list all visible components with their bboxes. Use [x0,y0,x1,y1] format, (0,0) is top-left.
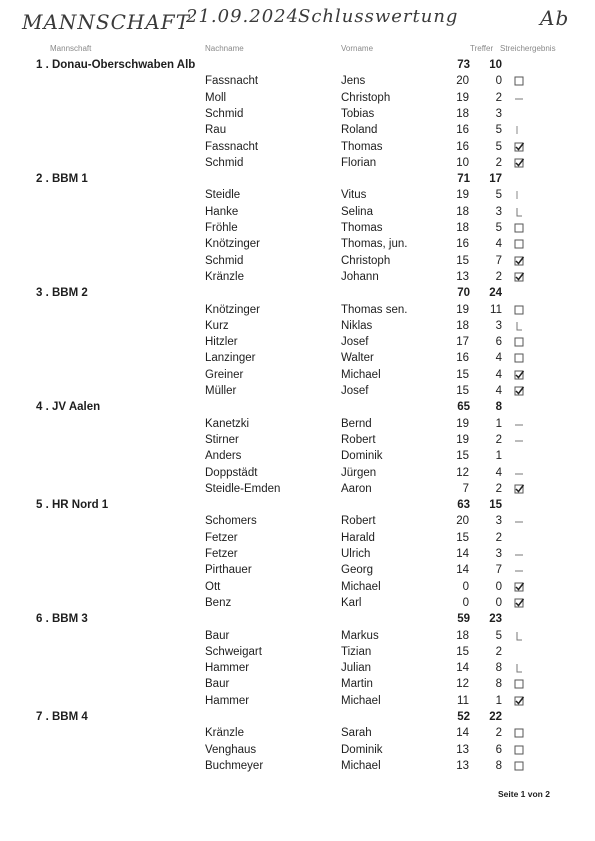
strike-mark-icon [513,532,525,544]
team-strikes: 17 [489,173,502,186]
player-hits: 19 [456,433,469,446]
player-hits: 16 [456,140,469,153]
player-hits: 18 [456,222,469,234]
player-hits: 15 [456,368,469,381]
player-last-name: Knötzinger [205,238,260,251]
player-last-name: Müller [205,385,237,397]
player-row [0,581,595,597]
player-strikes: 5 [495,629,502,642]
team-name: 1 . Donau-Oberschwaben Alb [36,59,196,71]
player-hits: 14 [456,564,469,577]
player-strikes: 4 [495,238,502,251]
strike-mark-icon [513,206,525,218]
player-hits: 0 [462,580,469,593]
player-last-name: Hammer [205,694,250,707]
player-row [0,483,595,499]
player-hits: 17 [456,336,469,349]
player-last-name: Hitzler [205,336,238,349]
player-row [0,255,595,271]
team-hits: 70 [457,287,470,300]
player-strikes: 4 [495,352,502,365]
player-first-name: Josef [341,385,369,397]
strike-mark-icon [513,92,525,104]
strike-mark-icon [513,450,525,462]
player-first-name: Michael [341,368,381,381]
player-strikes: 3 [495,515,502,528]
team-name: 3 . BBM 2 [36,287,88,300]
strike-mark-icon [513,678,525,690]
strike-mark-icon [513,255,525,267]
player-strikes: 2 [495,270,502,283]
player-last-name: Schweigart [205,645,262,658]
player-hits: 14 [456,727,469,740]
team-row [0,499,595,515]
player-strikes: 4 [495,466,502,479]
player-last-name: Hanke [205,205,239,218]
strike-mark-icon [513,646,525,658]
team-row [0,711,595,727]
player-first-name: Michael [341,694,381,707]
strike-mark-icon [513,238,525,250]
team-strikes: 22 [489,711,502,723]
player-first-name: Jens [341,75,366,88]
strike-mark-icon [513,483,525,495]
player-row [0,206,595,222]
player-first-name: Josef [341,336,369,349]
player-row [0,564,595,580]
player-hits: 19 [456,303,469,316]
player-hits: 18 [456,107,469,120]
strike-mark-icon [513,548,525,560]
player-hits: 20 [456,515,469,528]
team-row [0,59,595,75]
player-strikes: 2 [495,433,502,446]
player-strikes: 7 [495,564,502,577]
player-strikes: 7 [495,254,502,267]
player-hits: 10 [456,156,469,169]
team-hits: 59 [457,613,470,626]
player-row [0,678,595,694]
player-hits: 15 [456,385,469,397]
column-header-strikes: Streichergebnis [500,44,556,53]
strike-mark-icon [513,222,525,234]
player-hits: 19 [456,189,469,202]
player-strikes: 2 [495,645,502,658]
player-first-name: Julian [341,662,372,675]
team-name: 4 . JV Aalen [36,401,101,414]
player-first-name: Robert [341,433,376,446]
player-last-name: Fetzer [205,531,238,544]
player-strikes: 3 [495,107,502,120]
player-hits: 15 [456,450,469,463]
strike-mark-icon [513,385,525,397]
page-footer: Seite 1 von 2 [498,789,550,799]
player-hits: 12 [456,466,469,479]
player-last-name: Fassnacht [205,75,259,88]
strike-mark-icon [513,336,525,348]
player-first-name: Jürgen [341,466,377,479]
player-last-name: Baur [205,629,230,642]
player-last-name: Lanzinger [205,352,256,365]
player-strikes: 3 [495,205,502,218]
player-strikes: 2 [495,91,502,104]
player-first-name: Aaron [341,482,372,495]
player-last-name: Anders [205,450,242,463]
player-last-name: Hammer [205,662,250,675]
player-last-name: Knötzinger [205,303,260,316]
player-strikes: 4 [495,368,502,381]
strike-mark-icon [513,744,525,756]
player-strikes: 1 [495,450,502,463]
player-strikes: 5 [495,189,502,202]
player-first-name: Florian [341,156,377,169]
strike-mark-icon [513,124,525,136]
player-row [0,434,595,450]
player-last-name: Pirthauer [205,564,252,577]
team-name: 2 . BBM 1 [36,173,88,186]
player-strikes: 5 [495,124,502,137]
strike-mark-icon [513,189,525,201]
player-row [0,336,595,352]
strike-mark-icon [513,304,525,316]
strike-mark-icon [513,434,525,446]
team-strikes: 23 [489,613,502,626]
player-last-name: Kanetzki [205,417,250,430]
player-hits: 18 [456,629,469,642]
player-last-name: Stirner [205,433,239,446]
team-row [0,173,595,189]
player-row [0,662,595,678]
team-strikes: 10 [489,59,502,71]
player-strikes: 0 [495,580,502,593]
player-row [0,271,595,287]
player-row [0,369,595,385]
player-row [0,238,595,254]
handwritten-subtitle: Schlusswertung [298,6,459,27]
column-header-team: Mannschaft [50,44,92,53]
player-row [0,157,595,173]
player-first-name: Tizian [341,645,372,658]
player-last-name: Benz [205,596,232,609]
player-last-name: Buchmeyer [205,759,264,772]
player-strikes: 6 [495,336,502,349]
player-hits: 16 [456,352,469,365]
player-row [0,515,595,531]
player-row [0,92,595,108]
strike-mark-icon [513,75,525,87]
team-name: 6 . BBM 3 [36,613,88,626]
team-row [0,287,595,303]
player-first-name: Tobias [341,107,375,120]
player-strikes: 3 [495,548,502,560]
player-row [0,532,595,548]
player-hits: 14 [456,548,469,560]
player-hits: 18 [456,319,469,332]
player-first-name: Selina [341,205,373,218]
player-first-name: Vitus [341,189,367,202]
player-hits: 13 [456,270,469,283]
player-last-name: Kränzle [205,270,244,283]
player-hits: 16 [456,238,469,251]
player-hits: 16 [456,124,469,137]
player-strikes: 0 [495,75,502,88]
column-header-last-name: Nachname [205,44,244,53]
team-hits: 63 [457,499,470,512]
player-first-name: Robert [341,515,376,528]
player-strikes: 3 [495,319,502,332]
player-last-name: Schmid [205,107,244,120]
player-first-name: Sarah [341,727,372,740]
team-row [0,401,595,417]
player-strikes: 0 [495,596,502,609]
player-first-name: Christoph [341,254,391,267]
player-first-name: Markus [341,629,379,642]
player-first-name: Thomas sen. [341,303,408,316]
team-hits: 73 [457,59,470,71]
player-row [0,141,595,157]
player-last-name: Kurz [205,319,229,332]
player-last-name: Fassnacht [205,140,259,153]
player-last-name: Fetzer [205,548,238,560]
player-strikes: 5 [495,222,502,234]
handwritten-date: 21.09.2024 [186,6,300,27]
player-last-name: Steidle [205,189,241,202]
player-row [0,385,595,401]
player-row [0,75,595,91]
player-first-name: Bernd [341,417,372,430]
player-first-name: Thomas [341,222,383,234]
player-first-name: Harald [341,531,375,544]
strike-mark-icon [513,727,525,739]
player-first-name: Niklas [341,319,373,332]
player-first-name: Michael [341,759,381,772]
player-hits: 13 [456,759,469,772]
team-strikes: 15 [489,499,502,512]
player-last-name: Schomers [205,515,257,528]
strike-mark-icon [513,320,525,332]
player-row [0,352,595,368]
player-hits: 13 [456,743,469,756]
player-row [0,418,595,434]
column-header-hits: Treffer [470,44,494,53]
player-hits: 15 [456,531,469,544]
player-first-name: Johann [341,270,379,283]
player-hits: 11 [457,694,469,707]
player-last-name: Venghaus [205,743,257,756]
player-hits: 7 [462,482,469,495]
player-row [0,597,595,613]
team-hits: 52 [457,711,470,723]
player-first-name: Walter [341,352,374,365]
team-name: 5 . HR Nord 1 [36,499,109,512]
player-hits: 14 [456,662,469,675]
strike-mark-icon [513,564,525,576]
player-row [0,450,595,466]
player-row [0,744,595,760]
player-last-name: Greiner [205,368,244,381]
team-hits: 71 [457,173,470,186]
player-last-name: Ott [205,580,221,593]
strike-mark-icon [513,271,525,283]
strike-mark-icon [513,597,525,609]
team-name: 7 . BBM 4 [36,711,88,723]
team-hits: 65 [457,401,470,414]
strike-mark-icon [513,760,525,772]
player-strikes: 8 [495,759,502,772]
player-row [0,548,595,564]
player-last-name: Schmid [205,156,244,169]
player-hits: 12 [456,678,469,691]
player-hits: 0 [462,596,469,609]
column-header-first-name: Vorname [341,44,374,53]
player-hits: 19 [456,91,469,104]
player-row [0,304,595,320]
player-last-name: Schmid [205,254,244,267]
player-row [0,467,595,483]
player-last-name: Moll [205,91,227,104]
team-strikes: 8 [495,401,502,414]
handwritten-title: MANNSCHAFT [22,10,191,34]
player-last-name: Baur [205,678,230,691]
player-last-name: Kränzle [205,727,244,740]
strike-mark-icon [513,369,525,381]
team-strikes: 24 [489,287,502,300]
player-row [0,760,595,776]
player-row [0,124,595,140]
player-first-name: Thomas [341,140,383,153]
strike-mark-icon [513,352,525,364]
player-hits: 18 [456,205,469,218]
player-strikes: 4 [495,385,502,397]
player-strikes: 2 [495,482,502,495]
player-hits: 19 [456,417,469,430]
player-row [0,646,595,662]
player-row [0,630,595,646]
player-last-name: Rau [205,124,227,137]
player-last-name: Steidle-Emden [205,482,281,495]
player-strikes: 8 [495,662,502,675]
player-last-name: Fröhle [205,222,238,234]
strike-mark-icon [513,467,525,479]
player-hits: 15 [456,645,469,658]
player-first-name: Roland [341,124,378,137]
player-strikes: 2 [495,531,502,544]
player-first-name: Christoph [341,91,391,104]
player-strikes: 1 [495,694,502,707]
player-first-name: Georg [341,564,373,577]
strike-mark-icon [513,581,525,593]
strike-mark-icon [513,141,525,153]
player-strikes: 2 [495,156,502,169]
player-row [0,695,595,711]
handwritten-initials: Ab [540,6,570,30]
player-first-name: Dominik [341,743,383,756]
strike-mark-icon [513,630,525,642]
player-first-name: Dominik [341,450,383,463]
player-strikes: 2 [495,727,502,740]
player-strikes: 6 [495,743,502,756]
player-row [0,727,595,743]
strike-mark-icon [513,418,525,430]
player-strikes: 8 [495,678,502,691]
strike-mark-icon [513,515,525,527]
player-row [0,320,595,336]
player-hits: 15 [456,254,469,267]
strike-mark-icon [513,157,525,169]
strike-mark-icon [513,695,525,707]
player-first-name: Ulrich [341,548,371,560]
player-strikes: 1 [495,417,502,430]
team-row [0,613,595,629]
player-strikes: 5 [495,140,502,153]
player-strikes: 11 [490,303,502,316]
player-last-name: Doppstädt [205,466,258,479]
player-row [0,222,595,238]
strike-mark-icon [513,662,525,674]
player-first-name: Michael [341,580,381,593]
player-first-name: Karl [341,596,362,609]
player-row [0,108,595,124]
player-hits: 20 [456,75,469,88]
strike-mark-icon [513,108,525,120]
player-first-name: Martin [341,678,373,691]
player-row [0,189,595,205]
player-first-name: Thomas, jun. [341,238,408,251]
